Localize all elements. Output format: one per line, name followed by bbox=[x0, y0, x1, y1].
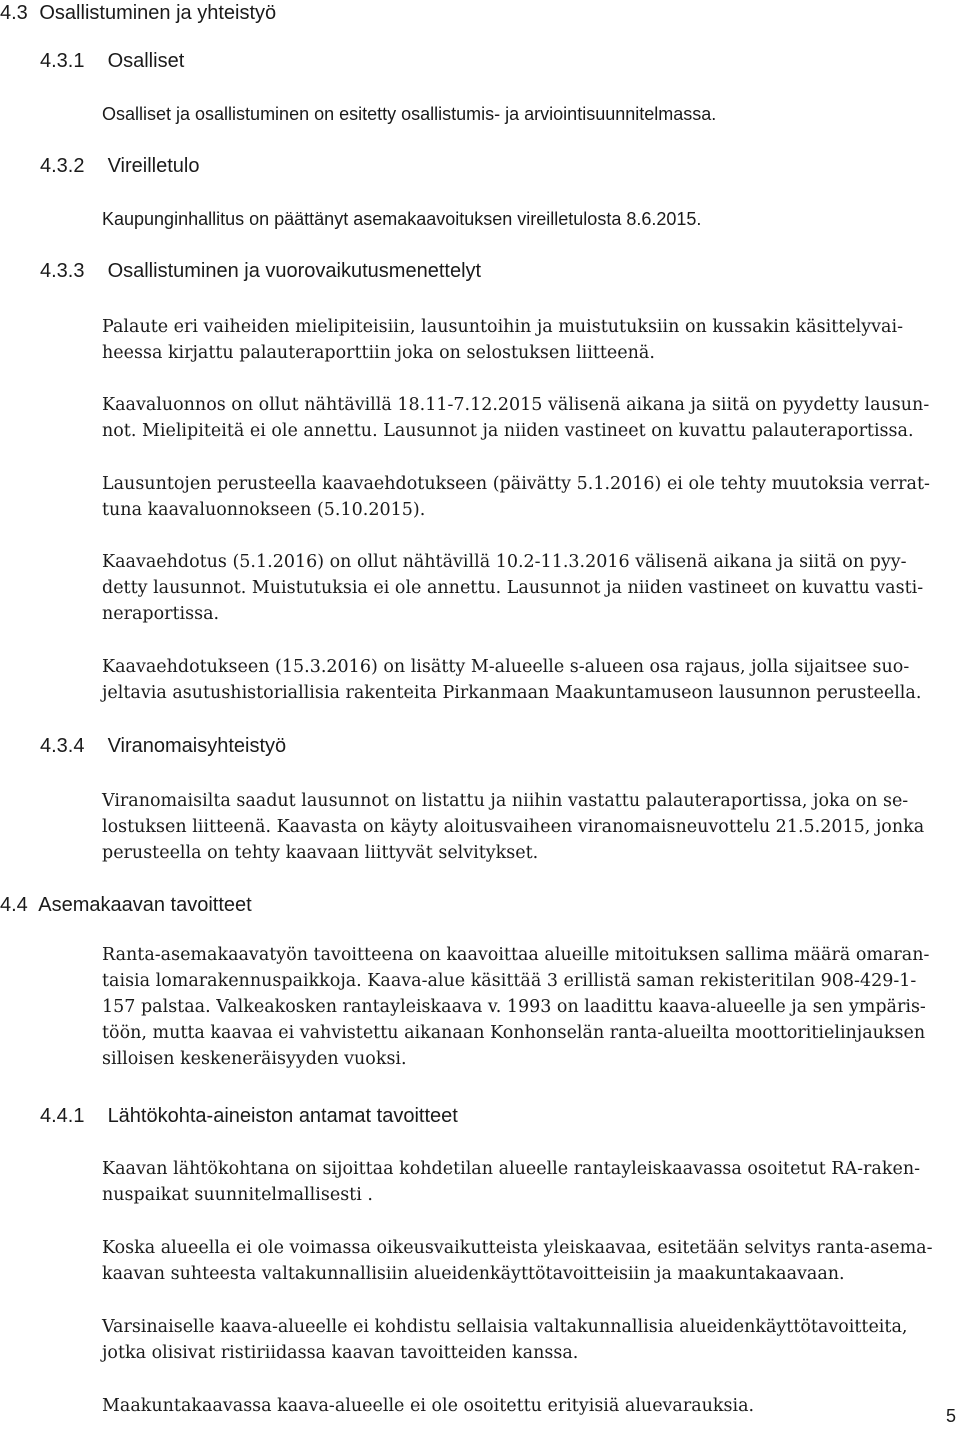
heading-4-3-3 bbox=[40, 258, 481, 284]
text-line: detty lausunnot. Muistutuksia ei ole annettu. Lausunnot ja niiden vastineet on kuvattu vasti- bbox=[102, 578, 924, 598]
section-title: Osalliset bbox=[107, 50, 185, 72]
text-line: Palaute eri vaiheiden mielipiteisiin, lausuntoihin ja muistutuksiin on kussakin käsittelyvai- bbox=[102, 317, 903, 337]
section-title: Vireilletulo bbox=[107, 155, 200, 177]
paragraph-lahtokohta bbox=[102, 1156, 956, 1208]
text-line: tuna kaavaluonnokseen (5.10.2015). bbox=[102, 500, 426, 520]
text-line: 157 palstaa. Valkeakosken rantayleiskaava v. 1993 on laadittu kaava-alueelle ja sen ympäris- bbox=[102, 997, 926, 1017]
section-number: 4.3.4 bbox=[40, 735, 85, 757]
section-number: 4.3.3 bbox=[40, 260, 85, 282]
section-number: 4.4 bbox=[0, 894, 28, 916]
text-line: heessa kirjattu palauteraporttiin joka on selostuksen liitteenä. bbox=[102, 343, 655, 363]
paragraph-palaute bbox=[102, 314, 956, 366]
section-number: 4.3.2 bbox=[40, 155, 85, 177]
section-number: 4.3 bbox=[0, 2, 28, 24]
paragraph-varsinaiselle bbox=[102, 1314, 956, 1366]
section-title: Osallistuminen ja vuorovaikutusmenettelyt bbox=[107, 260, 482, 282]
heading-4-4 bbox=[0, 892, 252, 918]
text-line: kaavan suhteesta valtakunnallisiin alueidenkäyttötavoitteisiin ja maakuntakaavaan. bbox=[102, 1264, 845, 1284]
paragraph-tavoitteet bbox=[102, 942, 956, 1072]
text-line: Viranomaisilta saadut lausunnot on listattu ja niihin vastattu palauteraportissa, joka on se- bbox=[102, 791, 909, 811]
paragraph-kaavaehdotukseen bbox=[102, 654, 956, 706]
section-title: Osallistuminen ja yhteistyö bbox=[39, 2, 277, 24]
text-line: töön, mutta kaavaa ei vahvistettu aikanaan Konhonselän ranta-alueilta moottoritielinjauksen bbox=[102, 1023, 926, 1043]
text-line: Ranta-asemakaavatyön tavoitteena on kaavoittaa alueille mitoituksen sallima määrä omaran- bbox=[102, 945, 930, 965]
text-line: taisia lomarakennuspaikkoja. Kaava-alue käsittää 3 erillistä saman rekisteritilan 908-429-1- bbox=[102, 971, 917, 991]
heading-4-4-1 bbox=[40, 1103, 458, 1129]
text-line: nuspaikat suunnitelmallisesti . bbox=[102, 1185, 373, 1205]
text-line: Kaavaehdotus (5.1.2016) on ollut nähtävillä 10.2-11.3.2016 välisenä aikana ja siitä on pyy- bbox=[102, 552, 907, 572]
text-line: Lausuntojen perusteella kaavaehdotukseen (päivätty 5.1.2016) ei ole tehty muutoksia verrat- bbox=[102, 474, 930, 494]
text-line: Varsinaiselle kaava-alueelle ei kohdistu sellaisia valtakunnallisia alueidenkäyttötavoitteita, bbox=[102, 1317, 908, 1337]
text-line: lostuksen liitteenä. Kaavasta on käyty aloitusvaiheen viranomaisneuvottelu 21.5.2015, jonka bbox=[102, 817, 925, 837]
text-line: Koska alueella ei ole voimassa oikeusvaikutteista yleiskaavaa, esitetään selvitys ranta-asema- bbox=[102, 1238, 933, 1258]
section-number: 4.4.1 bbox=[40, 1105, 85, 1127]
text-line: neraportissa. bbox=[102, 604, 220, 624]
text-line: jeltavia asutushistoriallisia rakenteita Pirkanmaan Maakuntamuseon lausunnon perusteella. bbox=[102, 683, 922, 703]
paragraph-viranomaisilta bbox=[102, 788, 956, 866]
text-line: jotka olisivat ristiriidassa kaavan tavoitteiden kanssa. bbox=[102, 1343, 579, 1363]
text-line: silloisen keskeneräisyyden vuoksi. bbox=[102, 1049, 407, 1069]
section-title: Lähtökohta-aineiston antamat tavoitteet bbox=[107, 1105, 458, 1127]
text-line: Kaavaehdotukseen (15.3.2016) on lisätty M-alueelle s-alueen osa rajaus, jolla sijaitsee suo- bbox=[102, 657, 910, 677]
paragraph-koska bbox=[102, 1235, 956, 1287]
section-title: Asemakaavan tavoitteet bbox=[38, 894, 252, 916]
heading-4-3-4 bbox=[40, 733, 286, 759]
heading-4-3 bbox=[0, 0, 276, 26]
heading-4-3-2 bbox=[40, 153, 199, 179]
paragraph-maakuntakaava bbox=[102, 1393, 956, 1419]
heading-4-3-1 bbox=[40, 48, 184, 74]
paragraph-vireilletulo bbox=[102, 206, 956, 232]
text-line: not. Mielipiteitä ei ole annettu. Lausunnot ja niiden vastineet on kuvattu palauteraportissa. bbox=[102, 421, 914, 441]
paragraph-lausuntojen bbox=[102, 471, 956, 523]
text-line: Osalliset ja osallistuminen on esitetty osallistumis- ja arviointisuunnitelmassa. bbox=[102, 104, 717, 124]
paragraph-osalliset bbox=[102, 101, 956, 127]
section-number: 4.3.1 bbox=[40, 50, 85, 72]
page-number: 5 bbox=[945, 1406, 956, 1426]
text-line: Kaavan lähtökohtana on sijoittaa kohdetilan alueelle rantayleiskaavassa osoitetut RA-raken- bbox=[102, 1159, 921, 1179]
text-line: perusteella on tehty kaavaan liittyvät selvitykset. bbox=[102, 843, 539, 863]
text-line: Kaupunginhallitus on päättänyt asemakaavoituksen vireilletulosta 8.6.2015. bbox=[102, 209, 702, 229]
section-title: Viranomaisyhteistyö bbox=[107, 735, 287, 757]
paragraph-kaavaehdotus bbox=[102, 549, 956, 627]
text-line: Maakuntakaavassa kaava-alueelle ei ole osoitettu erityisiä aluevarauksia. bbox=[102, 1396, 755, 1416]
text-line: Kaavaluonnos on ollut nähtävillä 18.11-7.12.2015 välisenä aikana ja siitä on pyydetty lausun- bbox=[102, 395, 930, 415]
paragraph-kaavaluonnos bbox=[102, 392, 956, 444]
